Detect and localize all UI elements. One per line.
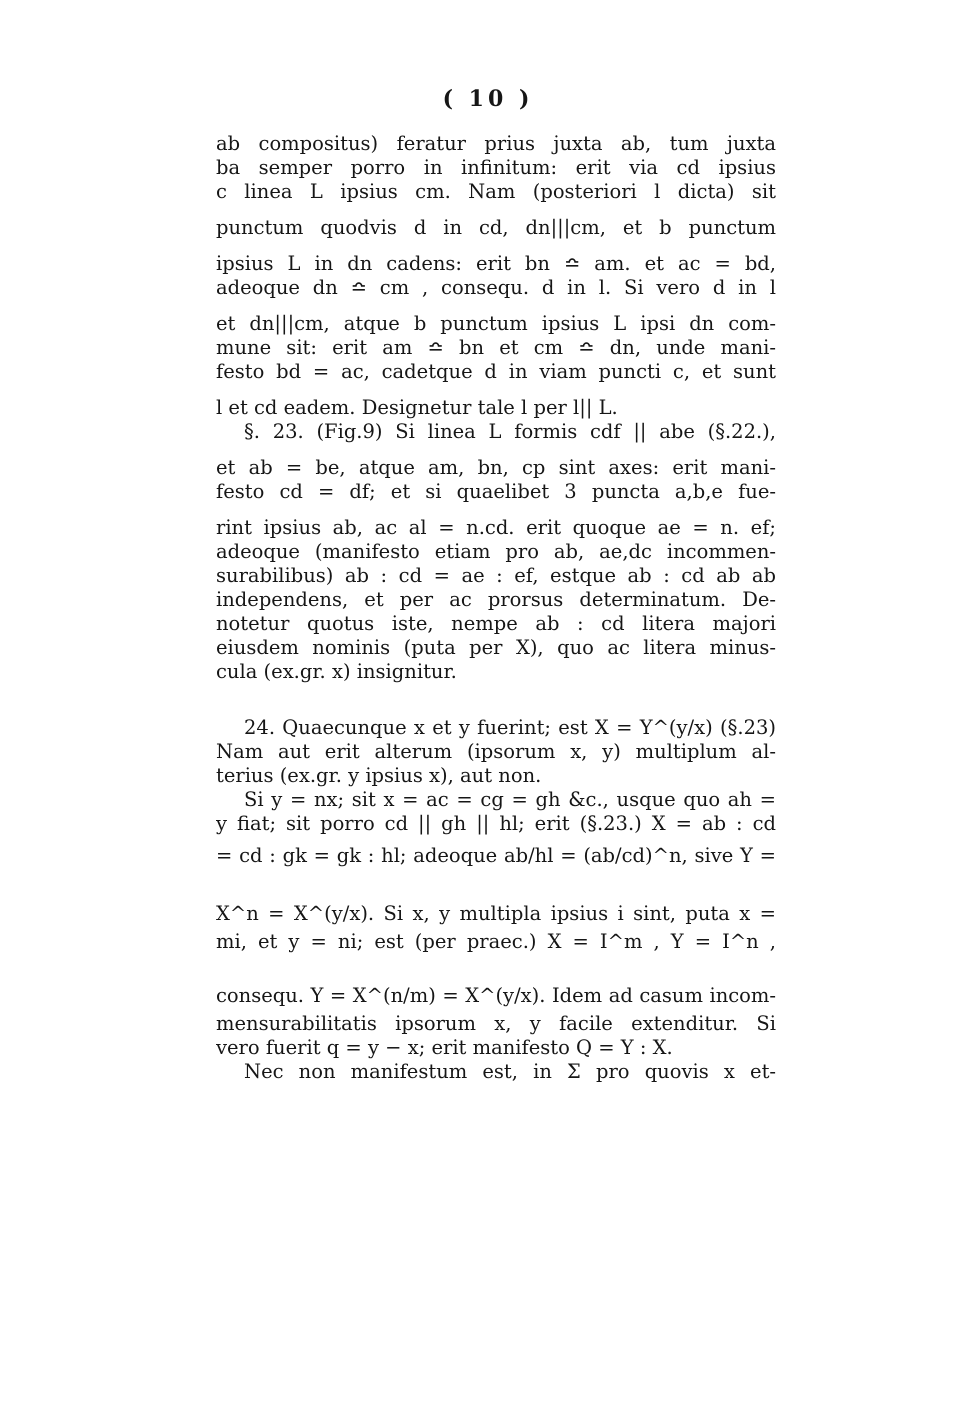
text-line: Nam aut erit alterum (ipsorum x, y) multiplum al- bbox=[216, 740, 776, 763]
text-line: c linea L ipsius cm. Nam (posteriori l dicta) sit bbox=[216, 180, 776, 203]
text-line: Nec non manifestum est, in Σ pro quovis x et- bbox=[244, 1060, 776, 1083]
text-line: vero fuerit q = y − x; erit manifesto Q = Y : X. bbox=[216, 1036, 673, 1059]
text-line: independens, et per ac prorsus determinatum. De- bbox=[216, 588, 776, 611]
text-line: ab compositus) feratur prius juxta ab, tum juxta bbox=[216, 132, 776, 155]
text-line: cula (ex.gr. x) insignitur. bbox=[216, 660, 457, 683]
text-line: festo cd = df; et si quaelibet 3 puncta a,b,e fue- bbox=[216, 480, 776, 503]
text-line: l et cd eadem. Designetur tale l per l|| L. bbox=[216, 396, 618, 419]
text-line: punctum quodvis d in cd, dn|||cm, et b punctum bbox=[216, 216, 776, 239]
formula-line: consequ. Y = X^(n/m) = X^(y/x). Idem ad casum incom- bbox=[216, 984, 776, 1007]
text-line: y fiat; sit porro cd || gh || hl; erit (§.23.) X = ab : cd bbox=[216, 812, 776, 835]
body-text bbox=[216, 132, 776, 1084]
text-line: mune sit: erit am ≏ bn et cm ≏ dn, unde mani- bbox=[216, 336, 776, 359]
text-line: rint ipsius ab, ac al = n.cd. erit quoque ae = n. ef; bbox=[216, 516, 776, 539]
page-number: ( 10 ) bbox=[442, 86, 534, 112]
text-line: festo bd = ac, cadetque d in viam puncti c, et sunt bbox=[216, 360, 776, 383]
text-line: et ab = be, atque am, bn, cp sint axes: erit mani- bbox=[216, 456, 776, 479]
text-line: adeoque dn ≏ cm , consequ. d in l. Si vero d in l bbox=[216, 276, 776, 299]
text-line: Si y = nx; sit x = ac = cg = gh &c., usque quo ah = bbox=[244, 788, 776, 811]
section-24-heading-line: 24. Quaecunque x et y fuerint; est X = Y^(y/x) (§.23) bbox=[244, 716, 776, 739]
text-line: adeoque (manifesto etiam pro ab, ae,dc incommen- bbox=[216, 540, 776, 563]
text-line: eiusdem nominis (puta per X), quo ac litera minus- bbox=[216, 636, 776, 659]
text-line: ba semper porro in infinitum: erit via cd ipsius bbox=[216, 156, 776, 179]
text-line: et dn|||cm, atque b punctum ipsius L ipsi dn com- bbox=[216, 312, 776, 335]
text-line: mi, et y = ni; est (per praec.) X = I^m , Y = I^n , bbox=[216, 930, 776, 953]
text-line: ipsius L in dn cadens: erit bn ≏ am. et ac = bd, bbox=[216, 252, 776, 275]
text-line: terius (ex.gr. y ipsius x), aut non. bbox=[216, 764, 542, 787]
text-line: notetur quotus iste, nempe ab : cd litera majori bbox=[216, 612, 776, 635]
formula-line: X^n = X^(y/x). Si x, y multipla ipsius i sint, puta x = bbox=[216, 902, 776, 925]
formula-line: = cd : gk = gk : hl; adeoque ab/hl = (ab/cd)^n, sive Y = bbox=[216, 844, 776, 867]
text-line: mensurabilitatis ipsorum x, y facile extenditur. Si bbox=[216, 1012, 776, 1035]
section-23-heading-line: §. 23. (Fig.9) Si linea L formis cdf || abe (§.22.), bbox=[244, 420, 776, 443]
text-line: surabilibus) ab : cd = ae : ef, estque ab : cd ab ab bbox=[216, 564, 776, 587]
